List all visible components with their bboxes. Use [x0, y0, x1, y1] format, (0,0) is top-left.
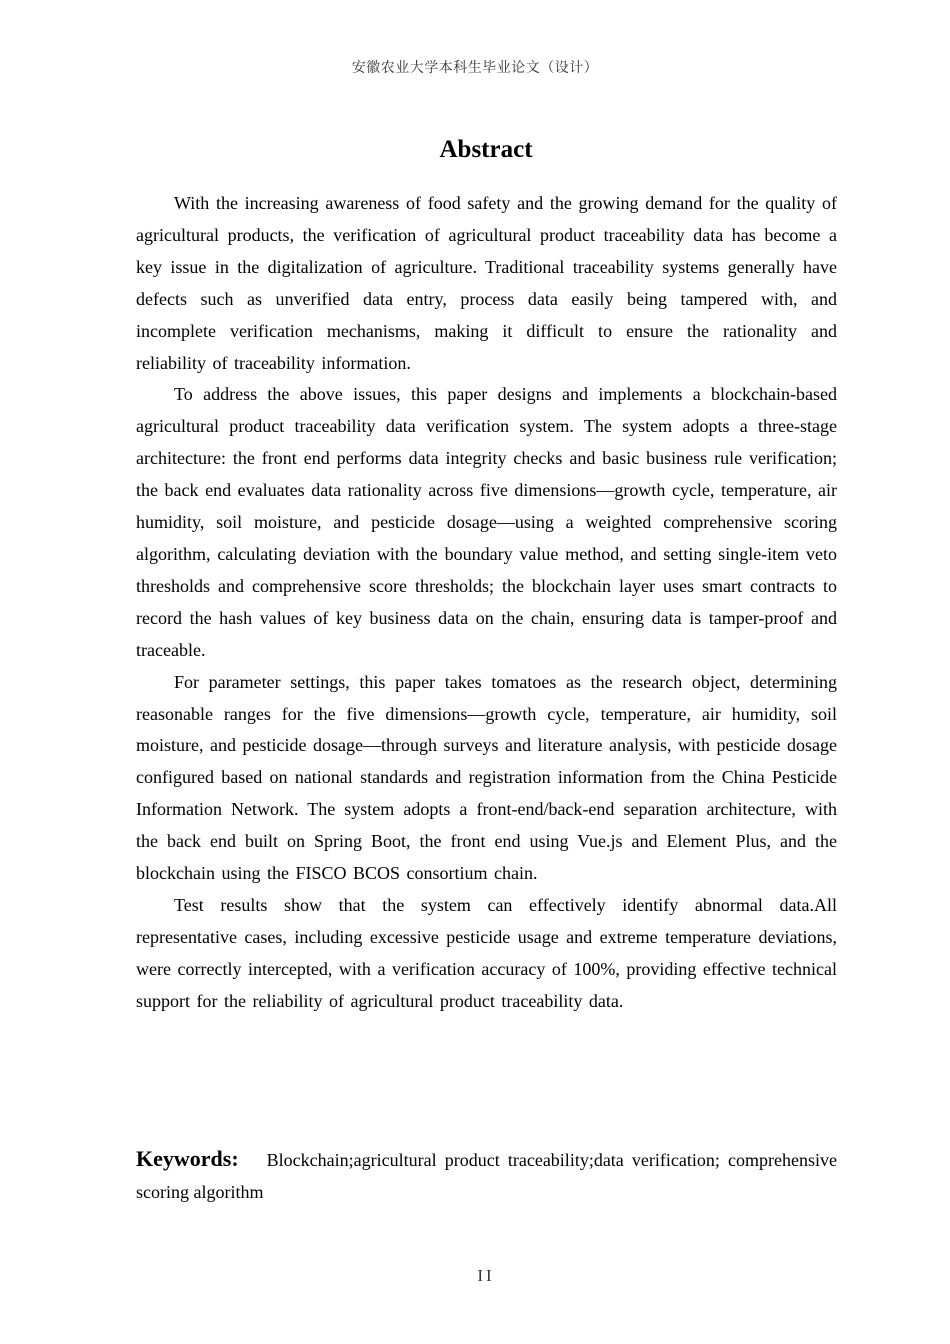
- abstract-paragraph-3: For parameter settings, this paper takes tomatoes as the research object, determining reasonable ranges for the five dimensions—growth cycle, temperature, air humidity, soil moisture, and pesticide dosage—through surveys and literature analysis, with pesticide dosage configured based on national standards and registration information from the China Pesticide Information Network. The system adopts a front-end/back-end separation architecture, with the back end built on Spring Boot, the front end using Vue.js and Element Plus, and the blockchain using the FISCO BCOS consortium chain.: [136, 671, 837, 884]
- abstract-paragraph-2: To address the above issues, this paper designs and implements a blockchain-based agricultural product traceability data verification system. The system adopts a three-stage architecture: the front end performs data integrity checks and basic business rule verification; the back end evaluates data rationality across five dimensions—growth cycle, temperature, air humidity, soil moisture, and pesticide dosage—using a weighted comprehensive scoring algorithm, calculating deviation with the boundary value method, and setting single-item veto thresholds and comprehensive score thresholds; the blockchain layer uses smart contracts to record the hash values of key business data on the chain, ensuring data is tamper-proof and traceable.: [136, 384, 837, 660]
- abstract-paragraph-4: Test results show that the system can effectively identify abnormal data.All representative cases, including excessive pesticide usage and extreme temperature deviations, were correctly intercepted, with a verification accuracy of 100%, providing effective technical support for the reliability of agricultural product traceability data.: [136, 894, 837, 1011]
- running-header: 安徽农业大学本科生毕业论文（设计）: [351, 60, 599, 76]
- keywords-section: [136, 1143, 837, 1208]
- keywords-text: Blockchain;agricultural product traceability;data verification; comprehensive scoring algorithm: [136, 1150, 837, 1202]
- page-number: II: [477, 1266, 495, 1285]
- abstract-title: Abstract: [439, 136, 533, 163]
- abstract-body: [136, 188, 837, 1018]
- keywords-label: Keywords:: [136, 1146, 239, 1171]
- abstract-paragraph-1: With the increasing awareness of food safety and the growing demand for the quality of agricultural products, the verification of agricultural product traceability data has become a key issue in the digitalization of agriculture. Traditional traceability systems generally have defects such as unverified data entry, process data easily being tampered with, and incomplete verification mechanisms, making it difficult to ensure the rationality and reliability of traceability information.: [136, 193, 837, 373]
